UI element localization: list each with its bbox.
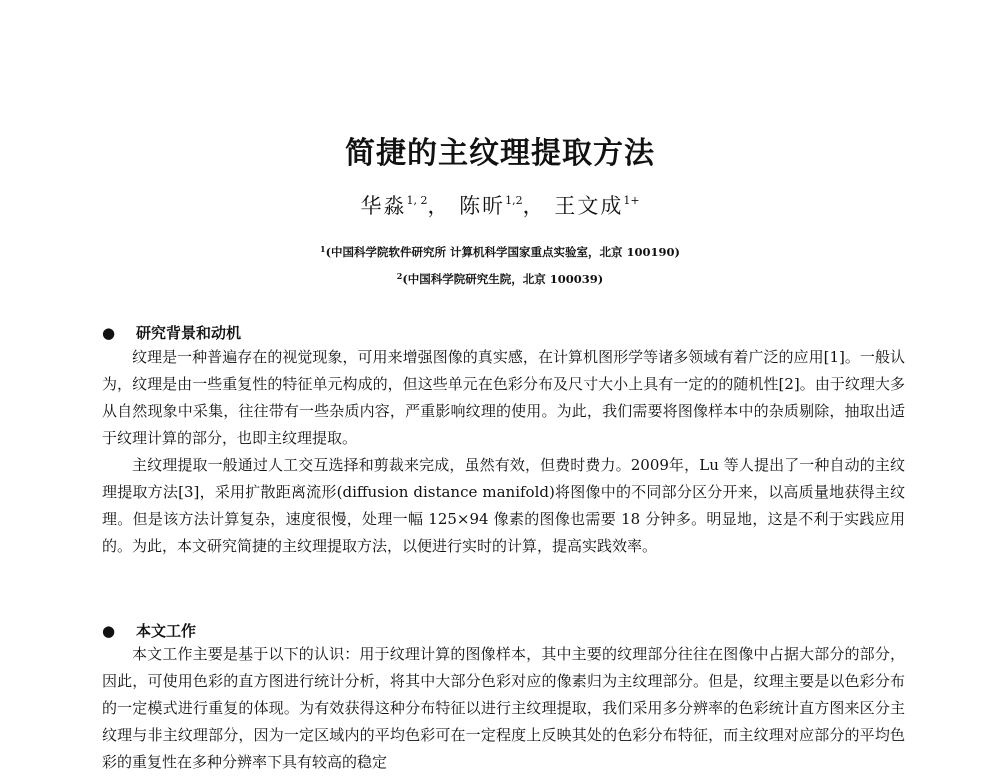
author-name: 陈昕 xyxy=(459,194,506,218)
author-separator: ， xyxy=(522,194,546,218)
section-heading-background xyxy=(102,322,902,343)
body-paragraph: 纹理是一种普遍存在的视觉现象，可用来增强图像的真实感，在计算机图形学等诸多领域有着广泛的应用[1]。一般认为，纹理是由一些重复性的特征单元构成的，但这些单元在色彩分布及尺寸大小上具有一定的的随机性[2]。由于纹理大多从自然现象中采集，往往带有一些杂质内容，严重影响纹理的使用。为此，我们需要将图像样本中的杂质剔除，抽取出适于纹理计算的部分，也即主纹理提取。 xyxy=(102,348,905,447)
author-affiliation-mark: 1, 2 xyxy=(406,194,428,207)
affiliation-mark: 2 xyxy=(396,271,403,281)
section-heading-text: 本文工作 xyxy=(136,622,197,640)
author-separator: ， xyxy=(427,194,451,218)
author-name: 华淼 xyxy=(360,194,407,218)
author-list xyxy=(0,190,1000,220)
bullet-icon: ● xyxy=(102,324,116,342)
affiliation-1 xyxy=(0,244,1000,260)
section-heading-this-work xyxy=(102,620,902,641)
author-affiliation-mark: 1,2 xyxy=(505,194,523,207)
affiliation-mark: 1 xyxy=(320,244,326,254)
bullet-icon: ● xyxy=(102,622,116,640)
author-affiliation-mark: 1+ xyxy=(623,194,640,207)
author-name: 王文成 xyxy=(554,194,624,218)
paper-title: 简捷的主纹理提取方法 xyxy=(345,136,655,171)
affiliation-text: (中国科学院软件研究所 计算机科学国家重点实验室，北京 100190) xyxy=(325,245,680,259)
affiliation-text: (中国科学院研究生院，北京 100039) xyxy=(402,272,604,286)
body-paragraph: 主纹理提取一般通过人工交互选择和剪裁来完成，虽然有效，但费时费力。2009年，Lu 等人提出了一种自动的主纹理提取方法[3]，采用扩散距离流形(diffusion distance manifold)将图像中的不同部分区分开来，以高质量地获得主纹理。但是该方法计算复杂，速度很慢，处理一幅 125×94 像素的图像也需要 18 分钟多。明显地，这是不利于实践应用的。为此，本文研究简捷的主纹理提取方法，以便进行实时的计算，提高实践效率。 xyxy=(102,456,905,555)
affiliation-2 xyxy=(0,271,1000,287)
section-heading-text: 研究背景和动机 xyxy=(136,324,242,342)
body-paragraph: 本文工作主要是基于以下的认识：用于纹理计算的图像样本，其中主要的纹理部分往往在图像中占据大部分的部分，因此，可使用色彩的直方图进行统计分析，将其中大部分色彩对应的像素归为主纹理部分。但是，纹理主要是以色彩分布的一定模式进行重复的体现。为有效获得这种分布特征以进行主纹理提取，我们采用多分辨率的色彩统计直方图来区分主纹理与非主纹理部分，因为一定区域内的平均色彩可在一定程度上反映其处的色彩分布特征，而主纹理对应部分的平均色彩的重复性在多种分辨率下具有较高的稳定 xyxy=(102,645,905,771)
